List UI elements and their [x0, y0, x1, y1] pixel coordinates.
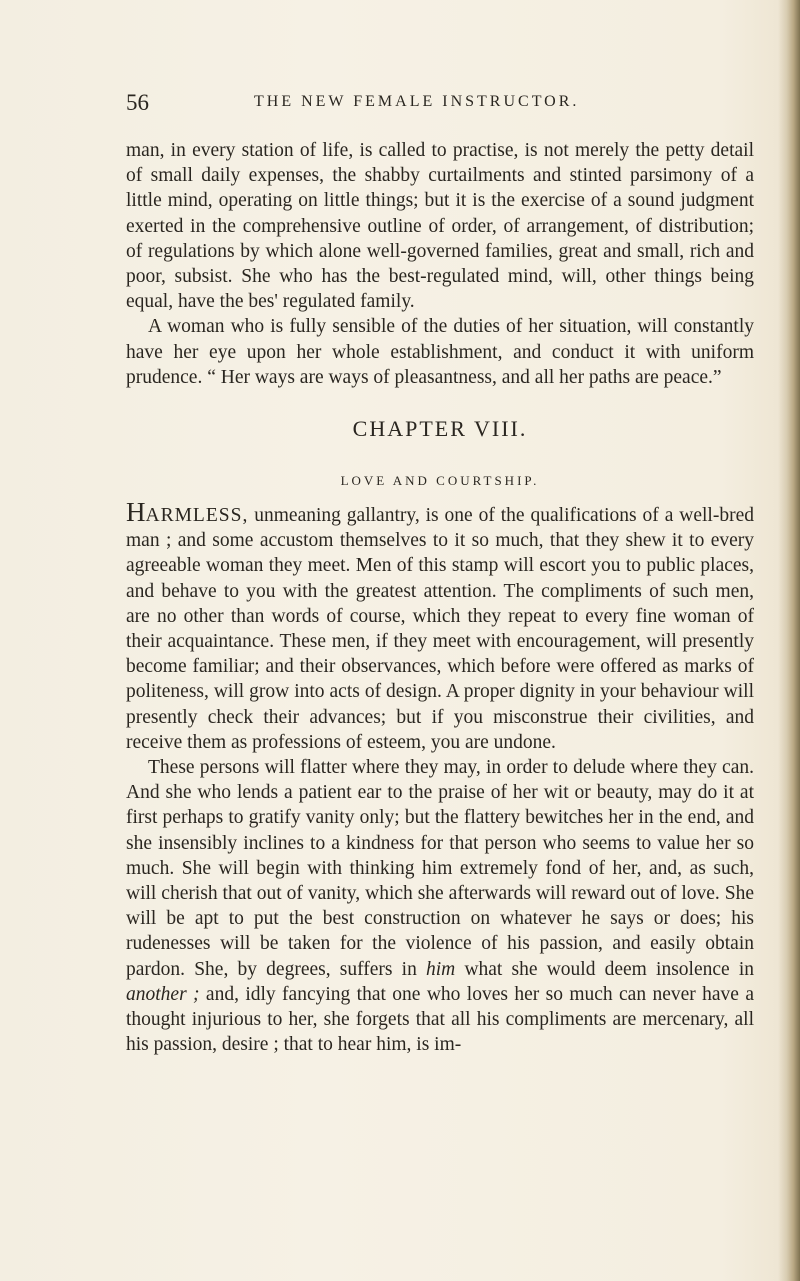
page-number: 56 — [126, 90, 149, 115]
body-text — [126, 138, 754, 1058]
italic-word: him — [426, 958, 456, 980]
paragraph-text: These persons will flatter where they may, in order to delude where they can. And she who lends a patient ear to the praise of her wit or beauty, may do it at first perhaps to gratify vanity only; but the flattery bewitches her in the end, and she insensibly inclines to a kindness for that person who seems to value her so much. She will begin with thinking him extremely fond of her, and, as such, will cherish that out of vanity, which she afterwards will reward out of love. She will be apt to put the best construction on whatever he says or does; his rudenesses will be taken for the violence of his passion, and easily obtain pardon. She, by degrees, suffers in — [126, 757, 754, 980]
page-edge-shadow — [778, 0, 800, 1281]
drop-letter: H — [126, 497, 146, 528]
running-title: THE NEW FEMALE INSTRUCTOR. — [254, 93, 580, 110]
paragraph-opening — [126, 497, 754, 755]
italic-word: another ; — [126, 983, 200, 1005]
paragraph-last — [126, 755, 754, 1057]
small-caps-word: ARMLESS, — [145, 505, 249, 527]
paragraph-text: unmeaning gallantry, is one of the qualifications of a well-bred man ; and some accustom themselves to it so much, that they shew it to every agreeable woman they meet. Men of this stamp will escort you to public places, and behave to you with the greatest attention. The compliments of such men, are no other than words of course, which they repeat to every fine woman of their acquaintance. These men, if they meet with encouragement, will presently become familiar; and their observances, which before were offered as marks of politeness, will grow into acts of design. A proper dignity in your behaviour will presently check their advances; but if you misconstrue their civilities, and receive them as professions of esteem, you are undone. — [126, 505, 754, 753]
paragraph: A woman who is fully sensible of the duties of her situation, will constantly have her eye upon her whole establishment, and conduct it with uniform prudence. “ Her ways are ways of pleasantness, and all her paths are peace.” — [126, 316, 754, 388]
chapter-heading: CHAPTER VIII. — [352, 416, 528, 442]
chapter-subtitle: LOVE AND COURTSHIP. — [340, 473, 540, 489]
paragraph-text: what she would deem insolence in — [455, 958, 755, 980]
paragraph-text: and, idly fancying that one who loves her so much can never have a thought injurious to her, she forgets that all his compliments are mercenary, all his passion, desire ; that to hear him, is im- — [126, 983, 754, 1056]
paragraph: man, in every station of life, is called to practise, is not merely the petty detail of small daily expenses, the shabby curtailments and stinted parsimony of a little mind, operating on little things; but it is the exercise of a sound judgment exerted in the comprehensive outline of order, of arrangement, of distribution; of regulations by which alone well-governed families, great and small, rich and poor, subsist. She who has the best-regulated mind, will, other things being equal, have the bes' regulated family. — [126, 140, 754, 313]
running-head — [126, 90, 756, 120]
